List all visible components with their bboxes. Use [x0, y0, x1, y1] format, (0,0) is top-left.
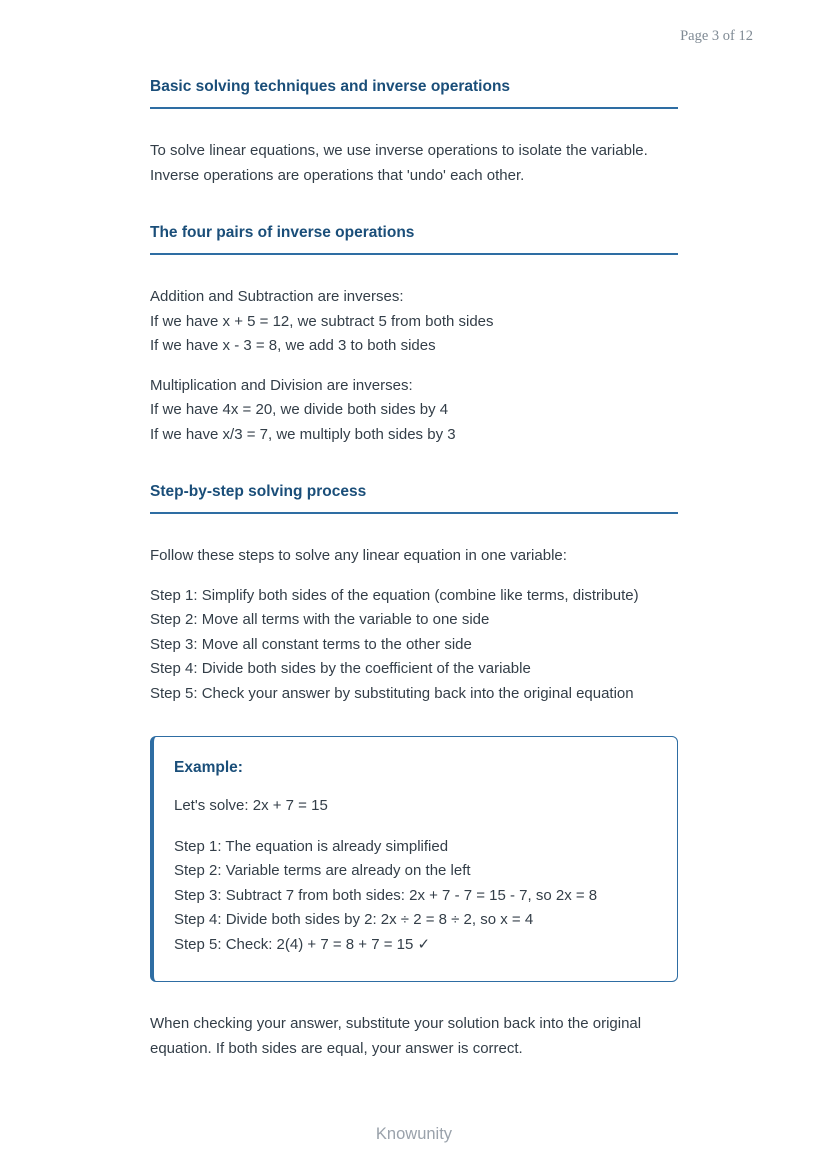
section-title-solving-process: Step-by-step solving process [150, 483, 678, 514]
example-steps [174, 835, 655, 958]
paragraph-basic-techniques: To solve linear equations, we use inverse operations to isolate the variable. Inverse operations are operations that 'undo' each other. [150, 142, 648, 184]
inverse-pairs-multiplication-group [150, 374, 678, 448]
closing-paragraph: When checking your answer, substitute your solution back into the original equation. If both sides are equal, your answer is correct. [150, 1015, 642, 1057]
section-inverse-pairs [150, 224, 678, 447]
example-step-line: Step 4: Divide both sides by 2: 2x ÷ 2 = 8 ÷ 2, so x = 4 [174, 911, 534, 928]
step-line: Step 4: Divide both sides by the coefficient of the variable [150, 660, 531, 677]
text-line: If we have x/3 = 7, we multiply both sides by 3 [150, 425, 456, 443]
example-step-line: Step 2: Variable terms are already on the left [174, 862, 471, 879]
footer-brand-knowunity: Knowunity [375, 1125, 453, 1143]
example-step-line: Step 5: Check: 2(4) + 7 = 8 + 7 = 15 ✓ [174, 935, 431, 953]
section-title-basic-techniques: Basic solving techniques and inverse operations [150, 78, 678, 109]
section-title-inverse-pairs: The four pairs of inverse operations [150, 224, 678, 255]
example-step-line: Step 1: The equation is already simplified [174, 837, 449, 855]
solving-process-intro: Follow these steps to solve any linear equation in one variable: [150, 547, 567, 564]
section-basic-techniques [150, 78, 678, 188]
example-step-line: Step 3: Subtract 7 from both sides: 2x + 7 - 7 = 15 - 7, so 2x = 8 [174, 886, 598, 904]
example-problem: Let's solve: 2x + 7 = 15 [174, 797, 328, 814]
step-line: Step 2: Move all terms with the variable to one side [150, 611, 490, 628]
text-line: If we have x - 3 = 8, we add 3 to both sides [150, 337, 436, 354]
step-line: Step 5: Check your answer by substituting back into the original equation [150, 684, 634, 702]
page-number-indicator: Page 3 of 12 [680, 28, 753, 44]
text-line: If we have x + 5 = 12, we subtract 5 from both sides [150, 312, 494, 330]
solving-process-steps [150, 584, 678, 707]
text-line: Addition and Subtraction are inverses: [150, 288, 404, 305]
step-line: Step 1: Simplify both sides of the equation (combine like terms, distribute) [150, 586, 639, 604]
section-solving-process [150, 483, 678, 706]
inverse-pairs-addition-group [150, 285, 678, 359]
text-line: Multiplication and Division are inverses: [150, 376, 413, 394]
example-title: Example: [174, 759, 243, 776]
text-line: If we have 4x = 20, we divide both sides by 4 [150, 401, 449, 418]
example-callout-box [150, 736, 678, 982]
step-line: Step 3: Move all constant terms to the other side [150, 635, 472, 653]
